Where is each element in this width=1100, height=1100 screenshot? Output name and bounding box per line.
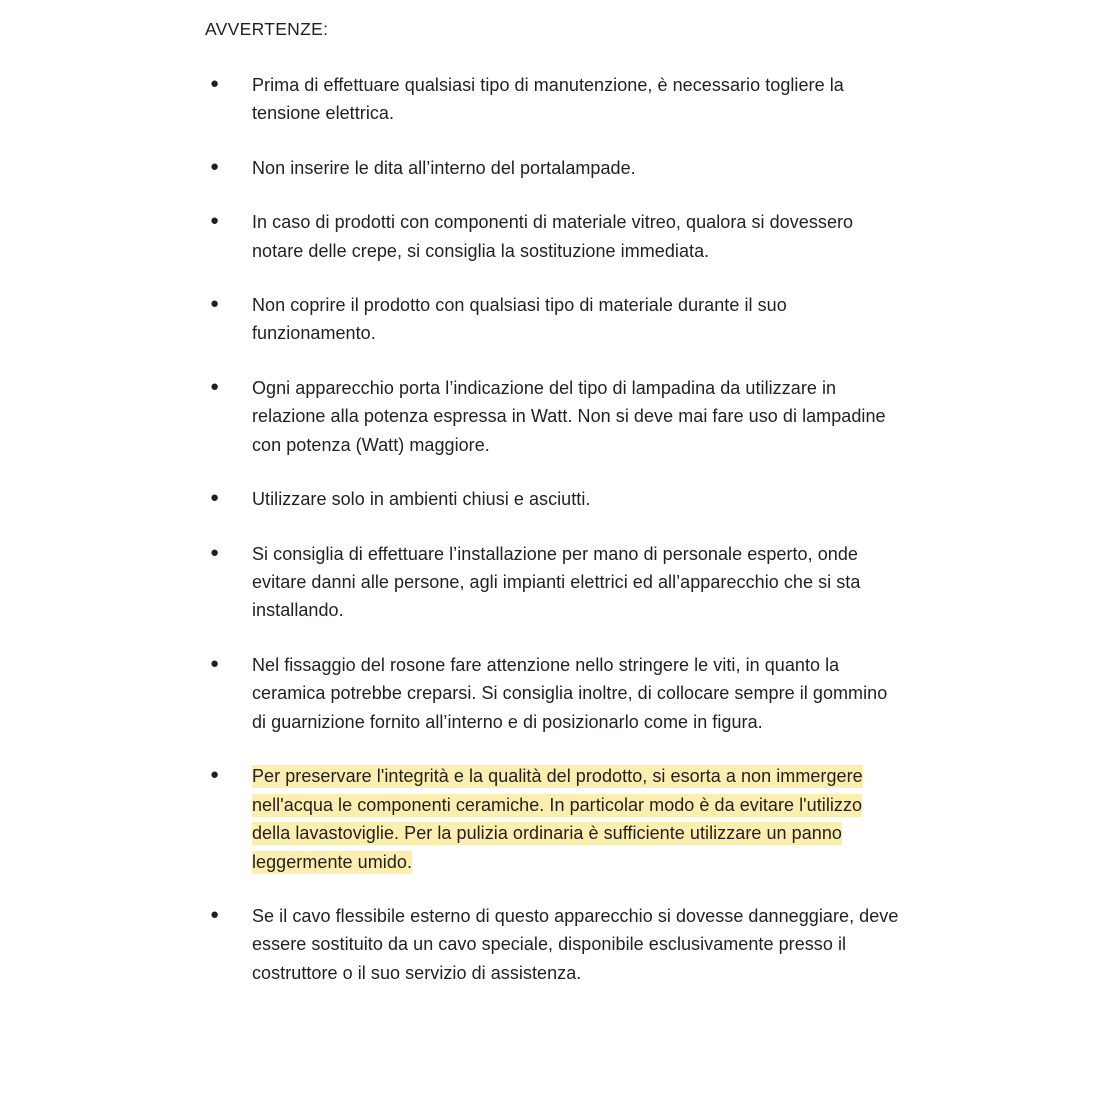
list-item-text: Ogni apparecchio porta l’indicazione del tipo di lampadina da utilizzare in relazione alla potenza espressa in Watt. Non si deve mai fare uso di lampadine con potenza (Watt) maggiore. — [252, 377, 886, 455]
list-item-text: Utilizzare solo in ambienti chiusi e asciutti. — [252, 489, 591, 510]
page-title: AVVERTENZE: — [205, 19, 329, 39]
list-item — [205, 902, 905, 987]
list-item — [205, 71, 905, 128]
list-item — [205, 208, 905, 265]
list-item — [205, 291, 905, 348]
bullet-icon: ● — [210, 905, 220, 923]
list-item-text: Si consiglia di effettuare l’installazione per mano di personale esperto, onde evitare danni alle persone, agli impianti elettrici ed all’apparecchio che si sta installando. — [252, 543, 861, 621]
bullet-icon: ● — [210, 74, 220, 92]
list-item-text: Nel fissaggio del rosone fare attenzione nello stringere le viti, in quanto la ceramica potrebbe creparsi. Si consiglia inoltre, di collocare sempre il gommino di guarnizione fornito all’interno e di posizionarlo come in figura. — [252, 654, 888, 732]
bullet-icon: ● — [210, 212, 220, 230]
list-item — [205, 374, 905, 459]
list-item-text-highlighted — [252, 762, 905, 876]
list-item — [205, 762, 905, 876]
warnings-list — [205, 71, 905, 988]
list-item-text: Non inserire le dita all’interno del portalampade. — [252, 157, 636, 178]
list-item — [205, 485, 905, 513]
list-item-text: Prima di effettuare qualsiasi tipo di manutenzione, è necessario togliere la tensione elettrica. — [252, 74, 844, 124]
list-item-text: Non coprire il prodotto con qualsiasi tipo di materiale durante il suo funzionamento. — [252, 294, 787, 344]
list-item-text: In caso di prodotti con componenti di materiale vitreo, qualora si dovessero notare delle crepe, si consiglia la sostituzione immediata. — [252, 212, 854, 261]
bullet-icon: ● — [210, 766, 220, 784]
bullet-icon: ● — [210, 157, 220, 175]
bullet-icon: ● — [210, 489, 220, 507]
bullet-icon: ● — [210, 377, 220, 395]
bullet-icon: ● — [210, 543, 220, 561]
bullet-icon: ● — [210, 654, 220, 672]
document-content — [205, 18, 905, 987]
highlight-span: Per preservare l'integrità e la qualità del prodotto, si esorta a non immergere nell'acqua le componenti ceramiche. In particolar modo è da evitare l'utilizzo della lavastoviglie. Per la pulizia ordinaria è sufficiente utilizzare un panno leggermente umido. — [252, 766, 863, 872]
list-item-text: Se il cavo flessibile esterno di questo apparecchio si dovesse danneggiare, deve essere sostituito da un cavo speciale, disponibile esclusivamente presso il costruttore o il suo servizio di assistenza. — [252, 905, 899, 983]
bullet-icon: ● — [210, 294, 220, 312]
list-item — [205, 540, 905, 625]
list-item — [205, 154, 905, 182]
list-item — [205, 651, 905, 736]
